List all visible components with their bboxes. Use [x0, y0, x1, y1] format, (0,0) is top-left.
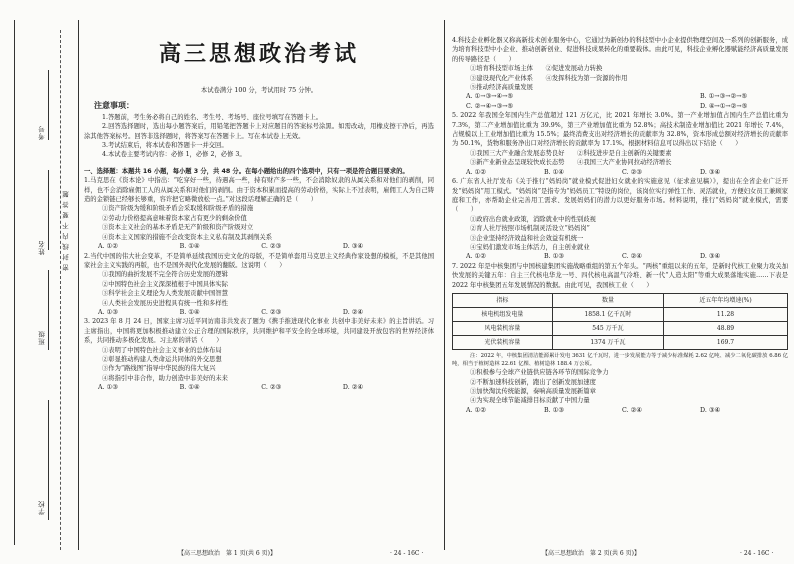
question-item: ②劳动力价格提高意味着资本家占有更少的剩余价值: [102, 214, 247, 222]
question-item: ③资本主义社会的基本矛盾是无产阶级和资产阶级对立: [102, 224, 254, 232]
question-item: ②育人社厅按照市场机制灵活设立“妈妈岗”: [470, 225, 590, 233]
option-b[interactable]: B. ①④: [179, 384, 200, 392]
right-column: [452, 36, 788, 415]
exam-no-label: 考号: [38, 125, 46, 140]
question-item: ①我国三大产业融合发展态势良好 ②科技进步是自主创新的关键要素: [470, 149, 672, 157]
table-row: [453, 307, 788, 321]
question-item: ②彰显推动构建人类命运共同体的外交思想: [102, 355, 222, 363]
school-line: [48, 400, 49, 520]
question-item: ①表明了中国特色社会主义事业的总体布局: [102, 346, 222, 354]
name-line: [48, 170, 49, 250]
table-cell: 1374 万千瓦: [552, 335, 663, 349]
option-c[interactable]: C. ②③: [261, 308, 282, 316]
left-column: [84, 28, 434, 393]
option-c[interactable]: C. ②④: [622, 406, 642, 414]
footer-page-2: 【高三思想政治 第 2 页(共 6 页)】: [542, 549, 640, 557]
question-stem: 5. 2022 年我国全年国内生产总值超过 121 万亿元，比 2021 年增长 3.0%。第一产业增加值占国内生产总值比重为 7.3%，第二产业增加值比重为 39.9%，第三产业增加值比重为 52.8%；高技术制造业增加值比 2021 年增长 7.4%，占规模以上工业增加值比重为 15.5%；最终消费支出对经济增长的贡献率为 32.8%，资本形成总额对经济增长的贡献率为 50.1%，货物和服务净出口对经济增长的贡献率为 17.1%。根据材料信息可以得出以下结论（ ）: [452, 112, 788, 148]
question-item: ②中国特色社会主义深深植根于中国具体实际: [102, 280, 228, 288]
question-item: ③加快淘汰传统能源，奏响高质量发展新篇章: [470, 387, 596, 395]
binding-border: [14, 20, 15, 545]
option-a[interactable]: A. ①③: [98, 384, 118, 392]
class-line: [48, 270, 49, 350]
option-d[interactable]: D. ③④: [342, 243, 364, 251]
question-stem: 7. 2022 年是中核集团与中国核建集团实施战略重组的第五个年头。“两核”重组以来的五年，是新时代核工业聚力攻关加快发展的关键五年：自主三代核电华龙一号、四代核电高温气冷堆、新一代“人造太阳”等重大成果落地实施……下表是 2022 年中核集团五年发展情况的数据。由此可见，我国核工业（ ）: [452, 262, 788, 289]
question-item: ④人类社会发展历史进程具有统一性和多样性: [102, 299, 228, 307]
table-cell: 风电装机容量: [453, 321, 553, 335]
seal-line-text: 密 封 线 内 不 要 答 题: [62, 190, 70, 272]
school-label: 学校: [38, 500, 46, 515]
question-item: ①资产阶级为缓和阶级矛盾会采取缓和阶级矛盾的措施: [102, 205, 254, 213]
question-item: ①培育科技型市场主体 ②促进发展动力转换: [470, 65, 603, 73]
option-a[interactable]: A. ①②: [466, 406, 486, 414]
question-3: [84, 317, 434, 392]
question-item: ①积极参与全球产业链供应链各环节的国际竞争力: [470, 369, 609, 377]
answer-options: [452, 168, 788, 177]
table-row: [453, 321, 788, 335]
question-item: ④为实现全球节能减排目标贡献了中国力量: [470, 397, 590, 405]
table-cell: 核电机组发电量: [453, 307, 553, 321]
answer-options: [452, 406, 788, 415]
question-item: ①政府出台就业政策，消除就业中的性别歧视: [470, 215, 596, 223]
question-item: ③作为“路线图”指导中华民族的伟大复兴: [102, 365, 216, 373]
option-d[interactable]: D. ②④: [342, 308, 364, 316]
table-note: 注：2022 年，中核集团清洁能源累计发电 3631 亿千瓦时，进一步发展能力等于减少标准煤耗 2.62 亿吨、减少二氧化碳排放 6.86 亿吨，相当于植树造林 22.61 亿棵、植树造林 188.4 万公顷。: [452, 352, 788, 367]
option-d[interactable]: D. ③④: [700, 168, 721, 176]
option-b[interactable]: B. ①③: [544, 406, 564, 414]
option-c[interactable]: C. ②③: [622, 168, 642, 176]
table-cell: 48.89: [664, 321, 788, 335]
option-a[interactable]: A. ①→③→④→⑤: [466, 93, 513, 101]
score-info: 本试卷满分 100 分，考试用时 75 分钟。: [200, 87, 318, 94]
option-c[interactable]: C. ②③: [261, 384, 282, 392]
option-b[interactable]: B. ①④: [179, 308, 200, 316]
footer-page-1: 【高三思想政治 第 1 页(共 6 页)】: [178, 549, 276, 557]
option-d[interactable]: D. ④→①→②→⑤: [700, 102, 748, 110]
data-table: [452, 293, 788, 350]
table-header: 指标: [453, 293, 553, 307]
option-a[interactable]: A. ①②: [466, 253, 486, 261]
table-header: 近五年年均增速(%): [664, 293, 788, 307]
table-cell: 545 万千瓦: [552, 321, 663, 335]
question-item: ③企业坚持经济效益和社会效益有机统一: [470, 234, 584, 242]
left-column-border: [78, 20, 79, 550]
option-d[interactable]: D. ③④: [700, 253, 721, 261]
notice-item: 4.本试卷主要考试内容：必修 1，必修 2，必修 3。: [102, 151, 246, 159]
column-divider: [444, 20, 445, 550]
option-a[interactable]: A. ①③: [98, 308, 118, 316]
binding-margin: [0, 0, 76, 564]
table-row: [453, 335, 788, 349]
option-b[interactable]: B. ①③: [544, 253, 564, 261]
question-7: [452, 262, 788, 415]
option-b[interactable]: B. ①→③→②→⑤: [700, 93, 748, 101]
question-item: ④宝妈们激发市场主体活力，自主创业就业: [470, 243, 590, 251]
option-c[interactable]: C. ②→④→③→⑤: [466, 102, 514, 110]
table-cell: 169.7: [664, 335, 788, 349]
exam-no-line: [48, 70, 49, 140]
option-b[interactable]: B. ①④: [179, 243, 200, 251]
question-stem: 6. 广东省人社厅发布《关于推行“妈妈岗”就业模式促进妇女就业的实施意见（征求意见稿）》，提出在全省企业广泛开发“妈妈岗”用工模式。“妈妈岗”是指专为“妈妈员工”特设的岗位，该岗位实行弹性工作、灵活就业，方便妇女员工兼顾家庭和工作，亦帮助企业完善用工需求、发展妈妈们的潜力以更好服务市场。材料说明，推行“妈妈岗”就业模式，需要（ ）: [452, 178, 788, 214]
answer-options: [452, 92, 788, 101]
table-cell: 1858.1 亿千瓦时: [552, 307, 663, 321]
question-6: [452, 177, 788, 262]
seal-dashed-line: [60, 30, 61, 550]
table-cell: 光伏装机容量: [453, 335, 553, 349]
question-item: ③新产业新业态呈现较快成长态势 ④我国三大产业协同拉动经济增长: [470, 159, 672, 167]
answer-options: [84, 242, 434, 251]
option-d[interactable]: D. ③④: [700, 406, 721, 414]
answer-options: [84, 383, 434, 392]
option-c[interactable]: C. ②④: [622, 253, 642, 261]
option-a[interactable]: A. ①②: [466, 168, 486, 176]
question-item: ④将指引中非合作，助力创造中非美好的未来: [102, 374, 228, 382]
question-item: ③科学社会主义理论为人类发展贡献中国智慧: [102, 290, 228, 298]
question-item: ⑤推动经济高质量发展: [470, 84, 533, 92]
table-header-row: [453, 293, 788, 307]
option-d[interactable]: D. ②④: [342, 384, 364, 392]
question-1: [84, 176, 434, 251]
class-label: 班级: [38, 330, 46, 345]
notice-item: 1.答题前，考生务必将自己的姓名、考生号、考场号、座位号填写在答题卡上。: [102, 113, 323, 121]
answer-options: [452, 252, 788, 261]
option-c[interactable]: C. ②③: [261, 243, 282, 251]
question-item: ③建设现代化产业体系 ④发挥科技为第一资源的作用: [470, 74, 628, 82]
question-item: ①我国的曲折发展不完全符合历史发展的逻辑: [102, 271, 228, 279]
option-a[interactable]: A. ①②: [98, 243, 118, 251]
question-stem: 4.科技企业孵化器又称高新技术创业服务中心，它通过为新创办的科技型中小企业提供物理空间及一系列的创新服务，成为培育科技型中小企业、推动创新创业、促进科技成果转化的重要载体。由此可见，科技企业孵化器赋能经济高质量发展的传导路径是（ ）: [452, 37, 788, 63]
notice-item: 2.回答选择题时，选出每小题答案后，用铅笔把答题卡上对应题目的答案标号涂黑。如需改动，用橡皮擦干净后，再选涂其他答案标号。回答非选择题时，将答案写在答题卡上。写在本试卷上无效。: [84, 123, 434, 140]
answer-options: [84, 308, 434, 317]
footer-code-2: · 24 - 16C ·: [740, 549, 774, 557]
option-b[interactable]: B. ①④: [544, 168, 564, 176]
question-item: ②不断加速科技创新，跑出了创新发展加速度: [470, 378, 596, 386]
question-4: [452, 36, 788, 111]
question-item: ④资本主义国家的措施不会改变资本主义私有制及其剥削关系: [102, 233, 273, 241]
question-stem: 3. 2023 年 8 月 24 日，国家主席习近平同访南非共发表了题为《携手推进现代化事业 共创中非美好未来》的主旨讲话。习主席指出，中国将更加积极推动建立公正合理的国际秩序，共同维护和平安全的全球环境，共同建设开放包容的世界经济体系，共同推动多极化发展。习主席的讲话（ ）: [84, 318, 434, 345]
question-5: [452, 111, 788, 177]
exam-title: 高三思想政治考试: [158, 42, 359, 67]
name-label: 姓名: [38, 240, 46, 255]
answer-options: [452, 102, 788, 111]
notice-title: 注意事项：: [94, 101, 134, 111]
table-header: 数量: [552, 293, 663, 307]
question-2: [84, 252, 434, 318]
question-stem: 2.当代中国的伟大社会变革，不是简单延续我国历史文化的母版，不是简单套用马克思主义经典作家设想的模板，不是其他国家社会主义实践的再版，也不是国外现代化发展的翻版。这说明（ ）: [84, 252, 434, 269]
section-heading: 一、选择题：本题共 16 小题，每小题 3 分，共 48 分。在每小题给出的四个选项中，只有一项是符合题目要求的。: [84, 167, 409, 175]
question-stem: 1.马克思在《资本论》中指出：“吃穿好一些，待遇高一些，持有财产多一些，不会消除奴隶的从属关系和对他们的剥削，同样，也不会消除雇佣工人的从属关系和对他们的剥削。由于资本积累而提高的劳动价格，实际上不过表明，雇佣工人为自己铸造的金锁链已经够长够重，容许把它略微放松一点。”对这段话理解正确的是（ ）: [84, 177, 434, 204]
notice-item: 3.考试结束后，将本试卷和答题卡一并交回。: [102, 142, 228, 150]
footer-code-1: · 24 - 16C ·: [390, 549, 424, 557]
table-cell: 11.28: [664, 307, 788, 321]
